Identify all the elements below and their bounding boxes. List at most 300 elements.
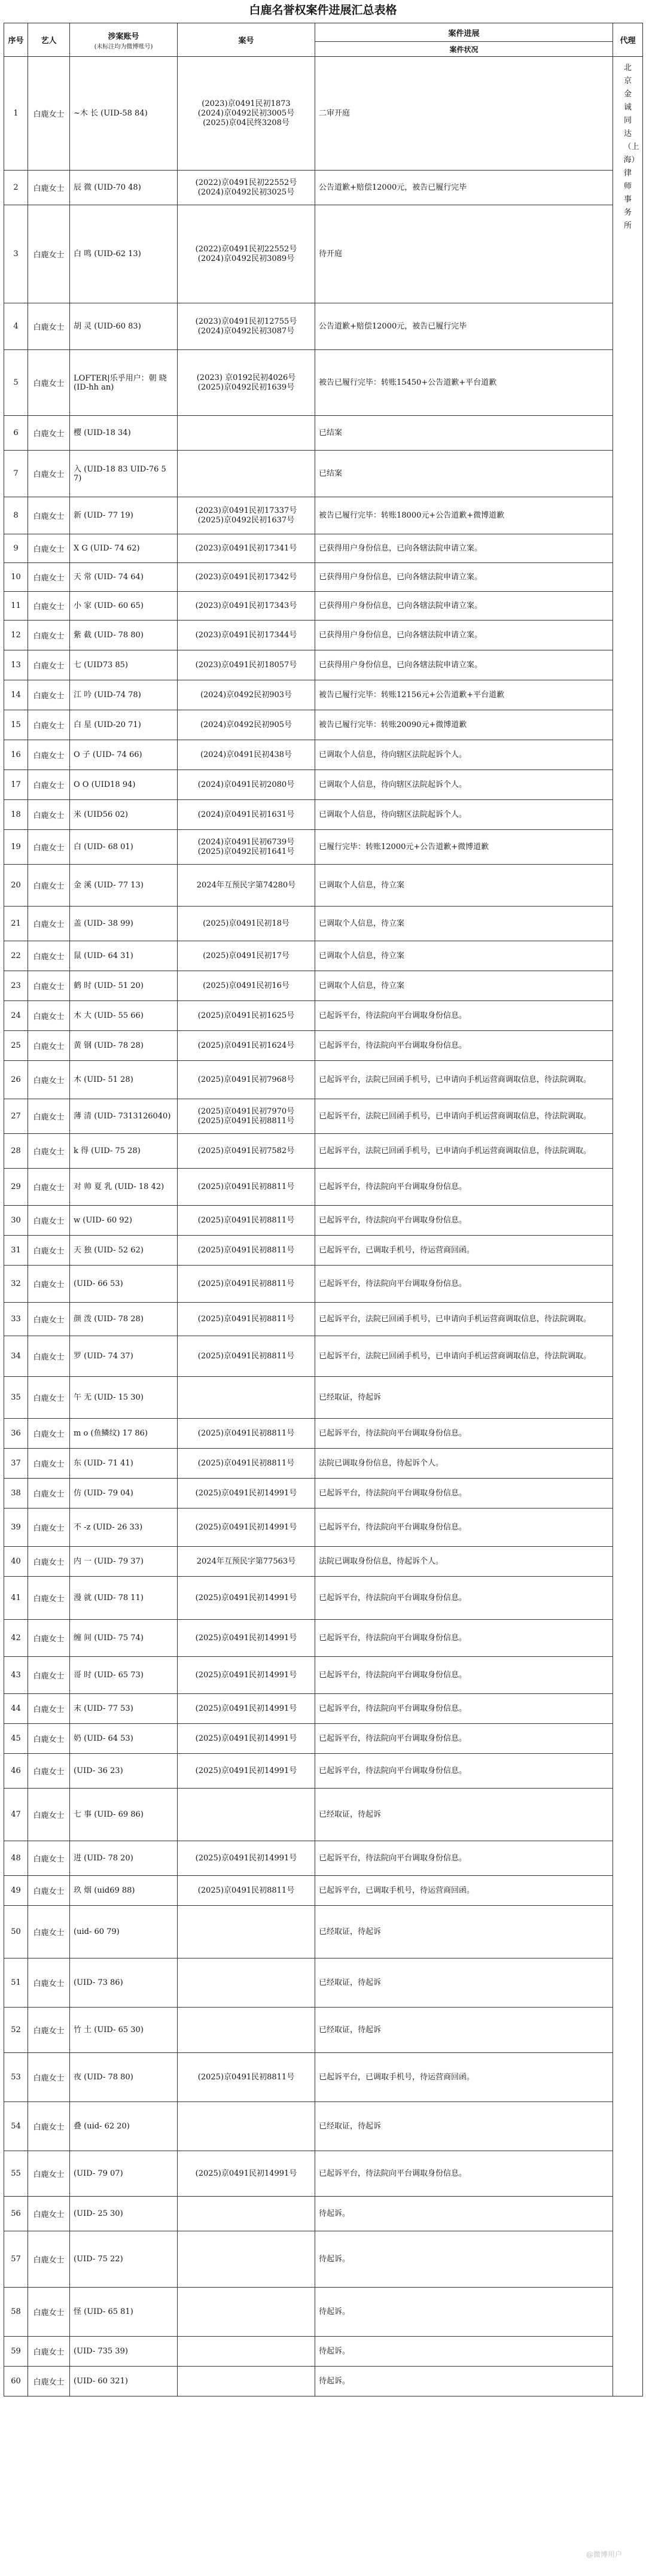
table-row: [4, 57, 643, 171]
row-no: 19: [4, 830, 28, 865]
row-case-number: [178, 2102, 315, 2151]
row-account: 进 (UID- 78 20): [70, 1841, 178, 1876]
row-case-number: (2025)京0491民初8811号: [178, 1449, 315, 1479]
table-row: [4, 1724, 643, 1754]
table-row: [4, 1449, 643, 1479]
row-progress: 已获得用户身份信息，已向各辖法院申请立案。: [315, 592, 613, 621]
row-artist: 白鹿女士: [28, 57, 70, 171]
row-progress: 已起诉平台，待法院向平台调取身份信息。: [315, 1169, 613, 1206]
row-no: 60: [4, 2367, 28, 2396]
row-no: 10: [4, 563, 28, 592]
row-no: 26: [4, 1061, 28, 1099]
row-progress: 被告已履行完毕：转账18000元+公告道歉+微博道歉: [315, 497, 613, 534]
row-progress: 已起诉平台，已调取手机号，待运营商回函。: [315, 2053, 613, 2102]
row-progress: 被告已履行完毕：转账20090元+微博道歉: [315, 710, 613, 740]
row-case-number: [178, 416, 315, 451]
row-account: 小 家 (UID- 60 65): [70, 592, 178, 621]
row-artist: 白鹿女士: [28, 1958, 70, 2008]
row-case-number: (2024)京0491民初1631号: [178, 800, 315, 830]
row-artist: 白鹿女士: [28, 1479, 70, 1509]
row-case-number: (2025)京0491民初8811号: [178, 2053, 315, 2102]
row-artist: 白鹿女士: [28, 2197, 70, 2231]
row-case-number: (2025)京0491民初8811号: [178, 1303, 315, 1336]
row-artist: 白鹿女士: [28, 1099, 70, 1134]
row-artist: 白鹿女士: [28, 2102, 70, 2151]
row-progress: 已调取个人信息，待向辖区法院起诉个人。: [315, 740, 613, 770]
row-progress: 已调取个人信息，待立案: [315, 941, 613, 971]
row-case-number: [178, 2337, 315, 2367]
row-progress: 已经取证，待起诉: [315, 1377, 613, 1419]
row-no: 59: [4, 2337, 28, 2367]
row-progress: 法院已调取身份信息，待起诉个人。: [315, 1547, 613, 1577]
row-no: 11: [4, 592, 28, 621]
table-row: [4, 416, 643, 451]
row-account: 对 帅 夏 乳 (UID- 18 42): [70, 1169, 178, 1206]
row-case-number: (2023)京0491民初12755号 (2024)京0492民初3087号: [178, 303, 315, 350]
table-row: [4, 1754, 643, 1789]
row-no: 45: [4, 1724, 28, 1754]
row-no: 18: [4, 800, 28, 830]
row-account: 木 (UID- 51 28): [70, 1061, 178, 1099]
row-artist: 白鹿女士: [28, 2337, 70, 2367]
row-progress: 已调取个人信息，待立案: [315, 865, 613, 907]
row-case-number: (2023)京0491民初17344号: [178, 621, 315, 650]
row-no: 33: [4, 1303, 28, 1336]
row-account: 玖 烟 (uid69 88): [70, 1876, 178, 1906]
row-progress: 已起诉平台，法院已回函手机号，已申请向手机运营商调取信息，待法院调取。: [315, 1134, 613, 1169]
row-artist: 白鹿女士: [28, 830, 70, 865]
agent-cell: [613, 57, 643, 2396]
row-no: 7: [4, 451, 28, 497]
row-artist: 白鹿女士: [28, 740, 70, 770]
table-row: [4, 1789, 643, 1841]
row-artist: 白鹿女士: [28, 1206, 70, 1236]
row-progress: 已履行完毕：转账12000元+公告道歉+微博道歉: [315, 830, 613, 865]
row-case-number: (2023)京0491民初17337号 (2025)京0492民初1637号: [178, 497, 315, 534]
table-row: [4, 2102, 643, 2151]
row-artist: 白鹿女士: [28, 941, 70, 971]
table-row: [4, 830, 643, 865]
row-artist: 白鹿女士: [28, 171, 70, 205]
table-row: [4, 2053, 643, 2102]
table-row: [4, 2231, 643, 2288]
row-case-number: (2023)京0491民初17342号: [178, 563, 315, 592]
row-case-number: (2025)京0491民初18号: [178, 907, 315, 941]
row-case-number: (2025)京0491民初8811号: [178, 1336, 315, 1377]
table-row: [4, 1419, 643, 1449]
row-case-number: (2025)京0491民初8811号: [178, 1266, 315, 1303]
row-no: 35: [4, 1377, 28, 1419]
row-artist: 白鹿女士: [28, 1906, 70, 1958]
table-row: [4, 907, 643, 941]
row-account: 鼠 (UID- 64 31): [70, 941, 178, 971]
row-no: 23: [4, 971, 28, 1001]
row-account: 胡 灵 (UID-60 83): [70, 303, 178, 350]
row-no: 29: [4, 1169, 28, 1206]
table-row: [4, 650, 643, 680]
row-no: 28: [4, 1134, 28, 1169]
row-no: 44: [4, 1694, 28, 1724]
row-artist: 白鹿女士: [28, 534, 70, 563]
row-account: 盖 (UID- 38 99): [70, 907, 178, 941]
row-account: 末 (UID- 77 53): [70, 1694, 178, 1724]
row-case-number: (2025)京0491民初14991号: [178, 1754, 315, 1789]
row-no: 38: [4, 1479, 28, 1509]
table-row: [4, 1958, 643, 2008]
table-row: [4, 710, 643, 740]
row-account: (UID- 75 22): [70, 2231, 178, 2288]
row-no: 21: [4, 907, 28, 941]
table-row: [4, 1336, 643, 1377]
row-case-number: (2023)京0491民初18057号: [178, 650, 315, 680]
row-case-number: (2025)京0491民初14991号: [178, 1657, 315, 1694]
row-artist: 白鹿女士: [28, 1419, 70, 1449]
row-artist: 白鹿女士: [28, 1449, 70, 1479]
row-account: 鹤 时 (UID- 51 20): [70, 971, 178, 1001]
row-case-number: (2024)京0491民初438号: [178, 740, 315, 770]
row-artist: 白鹿女士: [28, 2053, 70, 2102]
table-row: [4, 941, 643, 971]
table-row: [4, 621, 643, 650]
row-artist: 白鹿女士: [28, 1657, 70, 1694]
row-progress: 已起诉平台，待法院向平台调取身份信息。: [315, 1001, 613, 1031]
row-progress: 待起诉。: [315, 2197, 613, 2231]
row-case-number: (2023)京0491民初17343号: [178, 592, 315, 621]
row-progress: 待起诉。: [315, 2367, 613, 2396]
row-account: 奶 (UID- 64 53): [70, 1724, 178, 1754]
row-case-number: (2025)京0491民初8811号: [178, 1419, 315, 1449]
table-row: [4, 1266, 643, 1303]
table-row: [4, 2197, 643, 2231]
row-case-number: (2024)京0491民初6739号 (2025)京0492民初1641号: [178, 830, 315, 865]
row-progress: 已结案: [315, 416, 613, 451]
row-artist: 白鹿女士: [28, 621, 70, 650]
row-progress: 待起诉。: [315, 2337, 613, 2367]
table-row: [4, 2367, 643, 2396]
watermark: @微博用户: [586, 2550, 622, 2559]
row-case-number: (2025)京0491民初14991号: [178, 1479, 315, 1509]
row-account: 薄 清 (UID- 7313126040): [70, 1099, 178, 1134]
row-case-number: (2025)京0491民初8811号: [178, 1876, 315, 1906]
row-account: m o (鱼鳞纹) 17 86): [70, 1419, 178, 1449]
row-no: 34: [4, 1336, 28, 1377]
row-progress: 已经取证，待起诉: [315, 2102, 613, 2151]
row-progress: 二审开庭: [315, 57, 613, 171]
row-no: 42: [4, 1620, 28, 1657]
table-row: [4, 1001, 643, 1031]
row-no: 1: [4, 57, 28, 171]
row-account: (uid- 60 79): [70, 1906, 178, 1958]
row-artist: 白鹿女士: [28, 416, 70, 451]
row-artist: 白鹿女士: [28, 563, 70, 592]
table-row: [4, 2337, 643, 2367]
row-account: k 得 (UID- 75 28): [70, 1134, 178, 1169]
row-no: 57: [4, 2231, 28, 2288]
row-account: 天 常 (UID- 74 64): [70, 563, 178, 592]
table-row: [4, 497, 643, 534]
row-progress: 被告已履行完毕：转账15450+公告道歉+平台道歉: [315, 350, 613, 416]
row-artist: 白鹿女士: [28, 2288, 70, 2337]
row-case-number: [178, 1789, 315, 1841]
row-case-number: (2025)京0491民初14991号: [178, 1509, 315, 1547]
row-case-number: (2025)京0491民初14991号: [178, 1694, 315, 1724]
row-no: 4: [4, 303, 28, 350]
row-progress: 公告道歉+赔偿12000元，被告已履行完毕: [315, 171, 613, 205]
row-account: (UID- 79 07): [70, 2151, 178, 2197]
row-progress: 已获得用户身份信息，已向各辖法院申请立案。: [315, 534, 613, 563]
row-progress: 已结案: [315, 451, 613, 497]
row-account: 叠 (uid- 62 20): [70, 2102, 178, 2151]
row-progress: 已起诉平台，待法院向平台调取身份信息。: [315, 1577, 613, 1620]
row-account: 怪 (UID- 65 81): [70, 2288, 178, 2337]
row-artist: 白鹿女士: [28, 497, 70, 534]
row-case-number: (2025)京0491民初14991号: [178, 1577, 315, 1620]
row-account: 木 大 (UID- 55 66): [70, 1001, 178, 1031]
row-case-number: (2025)京0491民初16号: [178, 971, 315, 1001]
row-case-number: [178, 2197, 315, 2231]
table-row: [4, 1031, 643, 1061]
row-artist: 白鹿女士: [28, 1620, 70, 1657]
row-account: 江 吟 (UID-74 78): [70, 680, 178, 710]
row-account: 米 (UID56 02): [70, 800, 178, 830]
table-row: [4, 563, 643, 592]
row-progress: 已起诉平台，待法院向平台调取身份信息。: [315, 1841, 613, 1876]
row-case-number: (2025)京0491民初14991号: [178, 1724, 315, 1754]
row-case-number: [178, 2288, 315, 2337]
row-progress: 已起诉平台，待法院向平台调取身份信息。: [315, 1031, 613, 1061]
row-no: 5: [4, 350, 28, 416]
row-no: 51: [4, 1958, 28, 2008]
row-no: 41: [4, 1577, 28, 1620]
row-no: 25: [4, 1031, 28, 1061]
header-agent: 代理: [613, 23, 643, 57]
case-table-body: [4, 57, 643, 2396]
row-no: 8: [4, 497, 28, 534]
table-row: [4, 1876, 643, 1906]
row-artist: 白鹿女士: [28, 1303, 70, 1336]
row-case-number: (2025)京0491民初7968号: [178, 1061, 315, 1099]
row-case-number: 2024年互预民字第77563号: [178, 1547, 315, 1577]
table-row: [4, 1303, 643, 1336]
row-progress: 已调取个人信息，待立案: [315, 971, 613, 1001]
row-artist: 白鹿女士: [28, 710, 70, 740]
row-artist: 白鹿女士: [28, 1377, 70, 1419]
row-no: 55: [4, 2151, 28, 2197]
table-row: [4, 971, 643, 1001]
row-case-number: [178, 1377, 315, 1419]
row-account: 樱 (UID-18 34): [70, 416, 178, 451]
row-progress: 已获得用户身份信息，已向各辖法院申请立案。: [315, 563, 613, 592]
table-row: [4, 770, 643, 800]
table-row: [4, 205, 643, 303]
row-no: 24: [4, 1001, 28, 1031]
row-no: 43: [4, 1657, 28, 1694]
document-title: 白鹿名誉权案件进展汇总表格: [249, 4, 397, 17]
table-row: [4, 1169, 643, 1206]
row-artist: 白鹿女士: [28, 2231, 70, 2288]
row-case-number: (2023)京0491民初1873 (2024)京0492民初3005号 (2025)京04民终3208号: [178, 57, 315, 171]
row-case-number: (2025)京0491民初14991号: [178, 1841, 315, 1876]
row-account: (UID- 66 53): [70, 1266, 178, 1303]
row-account: 夜 (UID- 78 80): [70, 2053, 178, 2102]
row-case-number: [178, 2367, 315, 2396]
row-artist: 白鹿女士: [28, 1509, 70, 1547]
row-account: 白 (UID- 68 01): [70, 830, 178, 865]
table-row: [4, 350, 643, 416]
row-no: 9: [4, 534, 28, 563]
table-row: [4, 451, 643, 497]
row-progress: 已起诉平台，法院已回函手机号，已申请向手机运营商调取信息，待法院调取。: [315, 1099, 613, 1134]
header-case: 案号: [178, 23, 315, 57]
table-row: [4, 1061, 643, 1099]
row-account: 竹 土 (UID- 65 30): [70, 2008, 178, 2053]
row-case-number: (2025)京0491民初7970号 (2025)京0491民初8811号: [178, 1099, 315, 1134]
row-progress: 已起诉平台，待法院向平台调取身份信息。: [315, 1620, 613, 1657]
row-no: 15: [4, 710, 28, 740]
row-account: (UID- 36 23): [70, 1754, 178, 1789]
row-account: (UID- 73 86): [70, 1958, 178, 2008]
row-artist: 白鹿女士: [28, 1876, 70, 1906]
row-progress: 已经取证，待起诉: [315, 1906, 613, 1958]
row-artist: 白鹿女士: [28, 1724, 70, 1754]
row-no: 27: [4, 1099, 28, 1134]
table-row: [4, 1577, 643, 1620]
row-progress: 已起诉平台，法院已回函手机号，已申请向手机运营商调取信息，待法院调取。: [315, 1303, 613, 1336]
row-no: 20: [4, 865, 28, 907]
row-progress: 已起诉平台，已调取手机号，待运营商回函。: [315, 1236, 613, 1266]
row-artist: 白鹿女士: [28, 1061, 70, 1099]
row-case-number: (2022)京0491民初22552号 (2024)京0492民初3025号: [178, 171, 315, 205]
header-account-note: (未标注均为微博账号): [94, 43, 153, 50]
row-no: 48: [4, 1841, 28, 1876]
row-progress: 已起诉平台，待法院向平台调取身份信息。: [315, 1266, 613, 1303]
row-case-number: (2025)京0491民初8811号: [178, 1169, 315, 1206]
row-account: 内 一 (UID- 79 37): [70, 1547, 178, 1577]
table-row: [4, 2008, 643, 2053]
row-account: O 子 (UID- 74 66): [70, 740, 178, 770]
row-account: 东 (UID- 71 41): [70, 1449, 178, 1479]
row-no: 22: [4, 941, 28, 971]
agent-name: 北京金诚同达（上海）律师事务所: [623, 63, 639, 230]
row-case-number: (2024)京0492民初903号: [178, 680, 315, 710]
row-artist: 白鹿女士: [28, 907, 70, 941]
header-account-label: 涉案账号: [108, 32, 139, 41]
row-progress: 待开庭: [315, 205, 613, 303]
row-progress: 已获得用户身份信息，已向各辖法院申请立案。: [315, 621, 613, 650]
row-artist: 白鹿女士: [28, 205, 70, 303]
row-artist: 白鹿女士: [28, 865, 70, 907]
row-account: 漫 就 (UID- 78 11): [70, 1577, 178, 1620]
header-account: [70, 23, 178, 57]
row-artist: 白鹿女士: [28, 800, 70, 830]
table-row: [4, 2288, 643, 2337]
row-artist: 白鹿女士: [28, 303, 70, 350]
row-no: 53: [4, 2053, 28, 2102]
row-no: 13: [4, 650, 28, 680]
row-account: 入 (UID-18 83 UID-76 57): [70, 451, 178, 497]
row-progress: 已经取证，待起诉: [315, 1789, 613, 1841]
row-progress: 已起诉平台，法院已回函手机号，已申请向手机运营商调取信息，待法院调取。: [315, 1061, 613, 1099]
table-row: [4, 1509, 643, 1547]
row-no: 36: [4, 1419, 28, 1449]
row-artist: 白鹿女士: [28, 1754, 70, 1789]
table-row: [4, 800, 643, 830]
row-account: O O (UID18 94): [70, 770, 178, 800]
row-case-number: (2025)京0491民初8811号: [178, 1206, 315, 1236]
row-no: 58: [4, 2288, 28, 2337]
row-account: w (UID- 60 92): [70, 1206, 178, 1236]
row-no: 50: [4, 1906, 28, 1958]
row-artist: 白鹿女士: [28, 1694, 70, 1724]
table-row: [4, 1479, 643, 1509]
row-account: 罗 (UID- 74 37): [70, 1336, 178, 1377]
row-progress: 已起诉平台，法院已回函手机号，已申请向手机运营商调取信息，待法院调取。: [315, 1336, 613, 1377]
row-artist: 白鹿女士: [28, 1577, 70, 1620]
table-row: [4, 1236, 643, 1266]
row-case-number: (2024)京0492民初905号: [178, 710, 315, 740]
row-no: 49: [4, 1876, 28, 1906]
row-account: 黄 钢 (UID- 78 28): [70, 1031, 178, 1061]
row-case-number: [178, 1906, 315, 1958]
row-progress: 已起诉平台，待法院向平台调取身份信息。: [315, 1694, 613, 1724]
row-artist: 白鹿女士: [28, 451, 70, 497]
table-row: [4, 303, 643, 350]
row-case-number: (2025)京0491民初8811号: [178, 1236, 315, 1266]
row-case-number: (2025)京0491民初14991号: [178, 1620, 315, 1657]
row-case-number: [178, 2008, 315, 2053]
row-progress: 已起诉平台，待法院向平台调取身份信息。: [315, 1509, 613, 1547]
row-progress: 已起诉平台，已调取手机号，待运营商回函。: [315, 1876, 613, 1906]
row-account: 午 无 (UID- 15 30): [70, 1377, 178, 1419]
header-status: 案件状况: [315, 42, 613, 57]
header-artist: 艺人: [28, 23, 70, 57]
row-case-number: (2025)京0491民初17号: [178, 941, 315, 971]
row-no: 14: [4, 680, 28, 710]
row-case-number: 2024年互预民字第74280号: [178, 865, 315, 907]
row-artist: 白鹿女士: [28, 1169, 70, 1206]
row-progress: 已起诉平台，待法院向平台调取身份信息。: [315, 1479, 613, 1509]
row-account: 紫 截 (UID- 78 80): [70, 621, 178, 650]
row-no: 3: [4, 205, 28, 303]
row-no: 47: [4, 1789, 28, 1841]
row-account: 辰 微 (UID-70 48): [70, 171, 178, 205]
row-progress: 已经取证，待起诉: [315, 2008, 613, 2053]
row-no: 31: [4, 1236, 28, 1266]
row-progress: 已起诉平台，待法院向平台调取身份信息。: [315, 1206, 613, 1236]
row-progress: 已经取证，待起诉: [315, 1958, 613, 2008]
row-progress: 已起诉平台，待法院向平台调取身份信息。: [315, 1754, 613, 1789]
row-account: LOFTER|乐乎用户：朝 晓 (ID-hh an): [70, 350, 178, 416]
row-artist: 白鹿女士: [28, 1547, 70, 1577]
row-account: 金 溪 (UID- 77 13): [70, 865, 178, 907]
row-no: 16: [4, 740, 28, 770]
table-row: [4, 592, 643, 621]
table-row: [4, 1099, 643, 1134]
row-artist: 白鹿女士: [28, 350, 70, 416]
row-progress: 已起诉平台，待法院向平台调取身份信息。: [315, 1724, 613, 1754]
row-artist: 白鹿女士: [28, 1841, 70, 1876]
row-account: 仿 (UID- 79 04): [70, 1479, 178, 1509]
row-case-number: (2023) 京0192民初4026号 (2025)京0492民初1639号: [178, 350, 315, 416]
row-progress: 已调取个人信息，待立案: [315, 907, 613, 941]
row-case-number: [178, 2231, 315, 2288]
row-artist: 白鹿女士: [28, 1001, 70, 1031]
row-no: 54: [4, 2102, 28, 2151]
row-progress: 已调取个人信息，待向辖区法院起诉个人。: [315, 800, 613, 830]
row-artist: 白鹿女士: [28, 650, 70, 680]
table-row: [4, 1206, 643, 1236]
row-account: ~木 长 (UID-58 84): [70, 57, 178, 171]
